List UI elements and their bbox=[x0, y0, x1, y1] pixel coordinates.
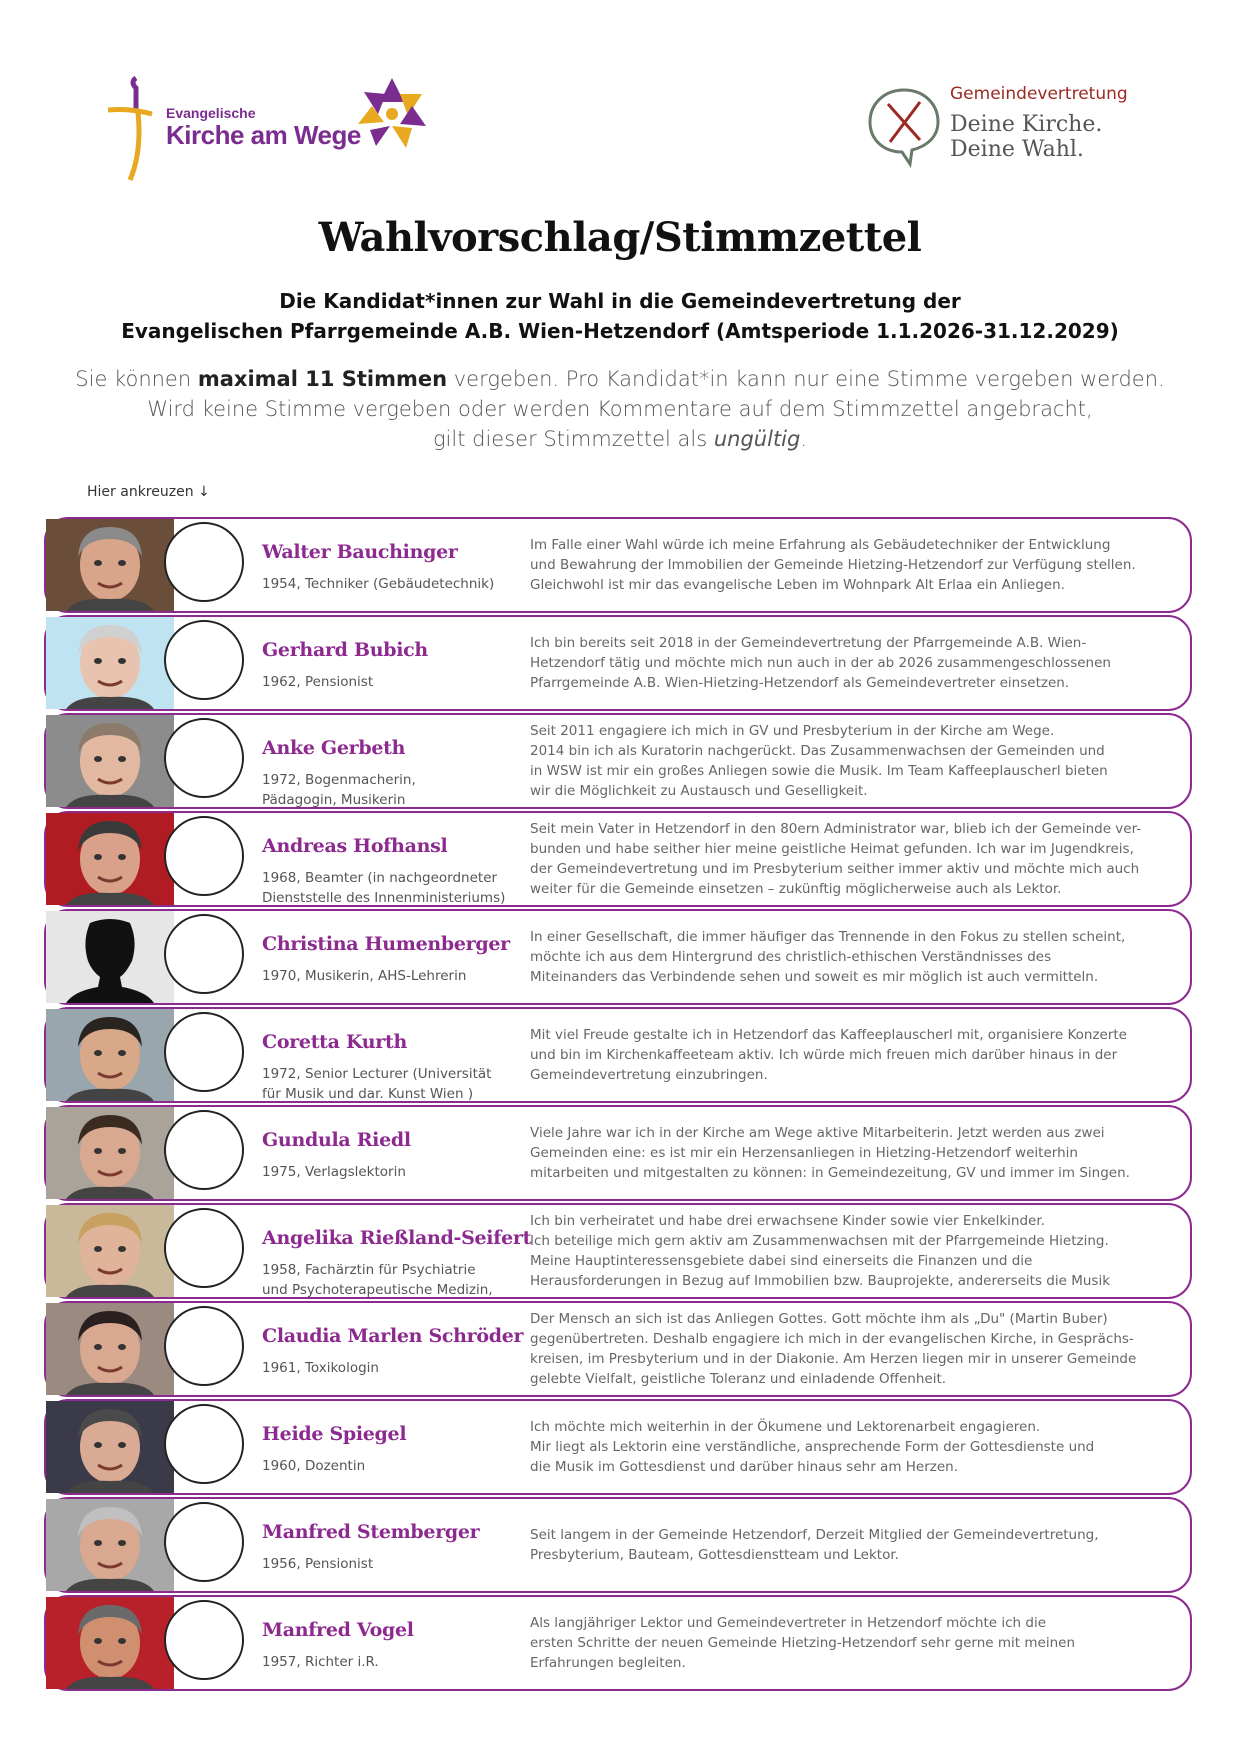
instructions bbox=[0, 364, 1240, 454]
gv-label: Gemeindevertretung bbox=[950, 84, 1128, 104]
candidate-description-line: gelebte Vielfalt, geistliche Toleranz und einladende Offenheit. bbox=[530, 1371, 947, 1387]
candidate-description-line: Mir liegt als Lektorin eine verständliche, ansprechende Form der Gottesdienste und bbox=[530, 1439, 1095, 1455]
gv-logo bbox=[866, 80, 1146, 170]
candidate-description-line: Seit langem in der Gemeinde Hetzendorf, Derzeit Mitglied der Gemeindevertretung, bbox=[530, 1527, 1099, 1543]
candidate-info bbox=[262, 1554, 522, 1574]
candidate-description-line: weiter für die Gemeinde einsetzen – zukünftig möglicherweise auch als Lektor. bbox=[530, 881, 1062, 897]
candidate-photo bbox=[46, 1205, 174, 1297]
candidate-name: Manfred Stemberger bbox=[262, 1521, 480, 1543]
candidate-description bbox=[530, 715, 1180, 807]
page-title: Wahlvorschlag/Stimmzettel bbox=[318, 214, 922, 261]
gv-slogan bbox=[950, 112, 1102, 162]
candidate-photo bbox=[46, 911, 174, 1003]
candidate-photo bbox=[46, 617, 174, 709]
candidate-description-line: Presbyterium, Bauteam, Gottesdienstteam und Lektor. bbox=[530, 1547, 899, 1563]
church-logo-line1: Evangelische bbox=[166, 105, 256, 121]
vote-checkbox[interactable] bbox=[164, 1012, 244, 1092]
candidate-description-line: Gleichwohl ist mir das evangelische Leben im Wohnpark Alt Erlaa ein Anliegen. bbox=[530, 577, 1065, 593]
candidate-name: Gerhard Bubich bbox=[262, 639, 428, 661]
subtitle-line2: Evangelischen Pfarrgemeinde A.B. Wien-Hetzendorf (Amtsperiode 1.1.2026-31.12.2029) bbox=[121, 319, 1119, 343]
candidate-photo bbox=[46, 1499, 174, 1591]
candidate-info-line: 1960, Dozentin bbox=[262, 1458, 366, 1474]
candidate-list bbox=[44, 517, 1192, 1693]
candidate-description-line: Miteinanders das Verbindende sehen und soweit es mir möglich ist auch vermitteln. bbox=[530, 969, 1099, 985]
candidate-info-line: 1972, Bogenmacherin, bbox=[262, 772, 416, 788]
candidate-info-line: 1954, Techniker (Gebäudetechnik) bbox=[262, 576, 495, 592]
instructions-invalid: ungültig bbox=[713, 427, 801, 451]
candidate-info-line: 1975, Verlagslektorin bbox=[262, 1164, 406, 1180]
candidate-info-line: Dienststelle des Innenministeriums) bbox=[262, 890, 506, 906]
vote-checkbox[interactable] bbox=[164, 914, 244, 994]
vote-checkbox[interactable] bbox=[164, 1600, 244, 1680]
candidate-info-line: 1956, Pensionist bbox=[262, 1556, 374, 1572]
candidate-description-line: bunden und habe seither hier meine geistliche Heimat gefunden. Ich war im Jugendkreis, bbox=[530, 841, 1134, 857]
candidate-description-line: und Bewahrung der Immobilien der Gemeinde Hietzing-Hetzendorf zur Verfügung stellen. bbox=[530, 557, 1136, 573]
candidate-photo bbox=[46, 1009, 174, 1101]
candidate-info-line: Pädagogin, Musikerin bbox=[262, 792, 406, 808]
candidate-description-line: kreisen, im Presbyterium und in der Diakonie. Am Herzen liegen mir in unserer Gemeinde bbox=[530, 1351, 1137, 1367]
instructions-max-votes: maximal 11 Stimmen bbox=[197, 367, 448, 391]
candidate-description bbox=[530, 519, 1180, 611]
candidate-description-line: in WSW ist mir ein großes Anliegen sowie die Musik. Im Team Kaffeeplauscherl bieten bbox=[530, 763, 1108, 779]
candidate-row bbox=[44, 1007, 1192, 1101]
candidate-info-line: 1961, Toxikologin bbox=[262, 1360, 379, 1376]
gv-slogan-line2: Deine Wahl. bbox=[950, 137, 1084, 162]
candidate-description bbox=[530, 1303, 1180, 1395]
vote-checkbox[interactable] bbox=[164, 522, 244, 602]
church-logo-line2: Kirche am Wege bbox=[166, 120, 361, 150]
vote-checkbox[interactable] bbox=[164, 1110, 244, 1190]
candidate-name: Claudia Marlen Schröder bbox=[262, 1325, 524, 1347]
instructions-l2: Wird keine Stimme vergeben oder werden Kommentare auf dem Stimmzettel angebracht, bbox=[147, 397, 1093, 421]
candidate-row bbox=[44, 1105, 1192, 1199]
candidate-description-line: Seit 2011 engagiere ich mich in GV und Presbyterium in der Kirche am Wege. bbox=[530, 723, 1055, 739]
candidate-description bbox=[530, 813, 1180, 905]
candidate-description bbox=[530, 617, 1180, 709]
vote-checkbox[interactable] bbox=[164, 1404, 244, 1484]
candidate-name: Manfred Vogel bbox=[262, 1619, 414, 1641]
candidate-description-line: mitarbeiten und mitgestalten zu können: in Gemeindezeitung, GV und immer im Singen. bbox=[530, 1165, 1130, 1181]
candidate-description-line: Als langjähriger Lektor und Gemeindevertreter in Hetzendorf möchte ich die bbox=[530, 1615, 1047, 1631]
vote-checkbox[interactable] bbox=[164, 1208, 244, 1288]
candidate-info-line: 1958, Fachärztin für Psychiatrie bbox=[262, 1262, 476, 1278]
candidate-name: Gundula Riedl bbox=[262, 1129, 411, 1151]
candidate-description-line: Im Falle einer Wahl würde ich meine Erfahrung als Gebäudetechniker der Entwicklung bbox=[530, 537, 1111, 553]
candidate-row bbox=[44, 1301, 1192, 1395]
candidate-info bbox=[262, 1162, 522, 1182]
candidate-info-line: 1970, Musikerin, AHS-Lehrerin bbox=[262, 968, 467, 984]
candidate-info bbox=[262, 966, 522, 986]
candidate-info-line: 1972, Senior Lecturer (Universität bbox=[262, 1066, 492, 1082]
instructions-l3a: gilt dieser Stimmzettel als bbox=[432, 427, 714, 451]
candidate-description-line: 2014 bin ich als Kuratorin nachgerückt. Das Zusammenwachsen der Gemeinden und bbox=[530, 743, 1105, 759]
candidate-description-line: Pfarrgemeinde A.B. Wien-Hietzing-Hetzendorf als Gemeindevertreter einsetzen. bbox=[530, 675, 1070, 691]
candidate-description bbox=[530, 1009, 1180, 1101]
candidate-description-line: Herausforderungen in Bezug auf Immobilien bzw. Bauprojekte, andererseits die Musik bbox=[530, 1273, 1111, 1289]
candidate-description-line: Viele Jahre war ich in der Kirche am Wege aktive Mitarbeiterin. Jetzt werden aus zwei bbox=[530, 1125, 1105, 1141]
vote-checkbox[interactable] bbox=[164, 816, 244, 896]
candidate-photo bbox=[46, 715, 174, 807]
candidate-row bbox=[44, 517, 1192, 611]
candidate-row bbox=[44, 811, 1192, 905]
vote-checkbox[interactable] bbox=[164, 718, 244, 798]
candidate-info bbox=[262, 672, 522, 692]
candidate-description bbox=[530, 1597, 1180, 1689]
candidate-description-line: Gemeindevertretung einzubringen. bbox=[530, 1067, 768, 1083]
candidate-info-line: für Musik und dar. Kunst Wien ) bbox=[262, 1086, 474, 1102]
candidate-name: Heide Spiegel bbox=[262, 1423, 407, 1445]
candidate-description-line: Der Mensch an sich ist das Anliegen Gottes. Gott möchte ihm als „Du" (Martin Buber) bbox=[530, 1311, 1108, 1327]
check-here-hint: Hier ankreuzen ↓ bbox=[87, 484, 210, 500]
candidate-description-line: ersten Schritte der neuen Gemeinde Hietzing-Hetzendorf sehr gerne mit meinen bbox=[530, 1635, 1075, 1651]
instructions-l1a: Sie können bbox=[75, 367, 198, 391]
candidate-description-line: Hetzendorf tätig und möchte mich nun auch in der ab 2026 zusammengeschlossenen bbox=[530, 655, 1111, 671]
candidate-description-line: Gemeinden eine: es ist mir ein Herzensanliegen in Hietzing-Hetzendorf weiterhin bbox=[530, 1145, 1078, 1161]
candidate-description bbox=[530, 1499, 1180, 1591]
candidate-info bbox=[262, 770, 522, 810]
candidate-info bbox=[262, 1456, 522, 1476]
candidate-info-line: 1968, Beamter (in nachgeordneter bbox=[262, 870, 498, 886]
candidate-info-line: und Psychoterapeutische Medizin, bbox=[262, 1282, 493, 1298]
candidate-description-line: Meine Hauptinteressensgebiete dabei sind einerseits die Finanzen und die bbox=[530, 1253, 1033, 1269]
candidate-description-line: Ich bin bereits seit 2018 in der Gemeindevertretung der Pfarrgemeinde A.B. Wien- bbox=[530, 635, 1087, 651]
candidate-description-line: die Musik im Gottesdienst und darüber hinaus sehr am Herzen. bbox=[530, 1459, 959, 1475]
subtitle-line1: Die Kandidat*innen zur Wahl in die Gemeindevertretung der bbox=[279, 289, 961, 313]
candidate-info bbox=[262, 868, 522, 908]
candidate-photo bbox=[46, 1597, 174, 1689]
candidate-name: Christina Humenberger bbox=[262, 933, 510, 955]
candidate-description bbox=[530, 911, 1180, 1003]
candidate-photo bbox=[46, 1107, 174, 1199]
candidate-row bbox=[44, 1399, 1192, 1493]
candidate-description bbox=[530, 1107, 1180, 1199]
candidate-row bbox=[44, 1595, 1192, 1689]
instructions-l1c: vergeben. Pro Kandidat*in kann nur eine Stimme vergeben werden. bbox=[447, 367, 1165, 391]
candidate-description bbox=[530, 1401, 1180, 1493]
candidate-name: Anke Gerbeth bbox=[262, 737, 406, 759]
candidate-info bbox=[262, 1358, 522, 1378]
vote-checkbox[interactable] bbox=[164, 1306, 244, 1386]
candidate-photo bbox=[46, 1401, 174, 1493]
gv-slogan-line1: Deine Kirche. bbox=[950, 112, 1103, 137]
candidate-description-line: möchte ich aus dem Hintergrund des christlich-ethischen Verständnisses des bbox=[530, 949, 1052, 965]
candidate-info bbox=[262, 1064, 522, 1104]
candidate-info-line: 1962, Pensionist bbox=[262, 674, 374, 690]
candidate-info-line: 1957, Richter i.R. bbox=[262, 1654, 379, 1670]
vote-checkbox[interactable] bbox=[164, 1502, 244, 1582]
candidate-description-line: Mit viel Freude gestalte ich in Hetzendorf das Kaffeeplauscherl mit, organisiere Konzerte bbox=[530, 1027, 1127, 1043]
candidate-name: Walter Bauchinger bbox=[262, 541, 458, 563]
speech-bubble-cross-icon bbox=[866, 86, 942, 166]
candidate-row bbox=[44, 909, 1192, 1003]
candidate-description-line: wir die Möglichkeit zu Austausch und Geselligkeit. bbox=[530, 783, 868, 799]
candidate-description-line: und bin im Kirchenkaffeeteam aktiv. Ich würde mich freuen mich darüber hinaus in der bbox=[530, 1047, 1118, 1063]
candidate-info bbox=[262, 1652, 522, 1672]
candidate-description-line: Ich beteilige mich gern aktiv am Zusammenwachsen mit der Pfarrgemeinde Hietzing. bbox=[530, 1233, 1109, 1249]
candidate-photo bbox=[46, 519, 174, 611]
candidate-description-line: Erfahrungen begleiten. bbox=[530, 1655, 686, 1671]
candidate-description-line: gegenübertreten. Deshalb engagiere ich mich in der evangelischen Kirche, in Gesprächs- bbox=[530, 1331, 1134, 1347]
candidate-description-line: In einer Gesellschaft, die immer häufiger das Trennende in den Fokus zu stellen scheint, bbox=[530, 929, 1126, 945]
candidate-row bbox=[44, 615, 1192, 709]
candidate-description-line: Ich möchte mich weiterhin in der Ökumene und Lektorenarbeit engagieren. bbox=[530, 1419, 1041, 1435]
instructions-l3c: . bbox=[800, 427, 808, 451]
vote-checkbox[interactable] bbox=[164, 620, 244, 700]
candidate-row bbox=[44, 1497, 1192, 1591]
candidate-row bbox=[44, 713, 1192, 807]
candidate-photo bbox=[46, 813, 174, 905]
church-logo bbox=[100, 72, 460, 187]
candidate-photo bbox=[46, 1303, 174, 1395]
candidate-description-line: der Gemeindevertretung und im Presbyterium seither immer aktiv und möchte mich auch bbox=[530, 861, 1140, 877]
candidate-description-line: Seit mein Vater in Hetzendorf in den 80ern Administrator war, blieb ich der Gemeinde ver- bbox=[530, 821, 1142, 837]
candidate-info bbox=[262, 574, 522, 594]
subtitle bbox=[0, 286, 1240, 346]
candidate-name: Coretta Kurth bbox=[262, 1031, 407, 1053]
candidate-name: Angelika Rießland-Seifert bbox=[262, 1227, 532, 1249]
candidate-row bbox=[44, 1203, 1192, 1297]
candidate-name: Andreas Hofhansl bbox=[262, 835, 448, 857]
candidate-description-line: Ich bin verheiratet und habe drei erwachsene Kinder sowie vier Enkelkinder. bbox=[530, 1213, 1045, 1229]
candidate-description bbox=[530, 1205, 1180, 1297]
